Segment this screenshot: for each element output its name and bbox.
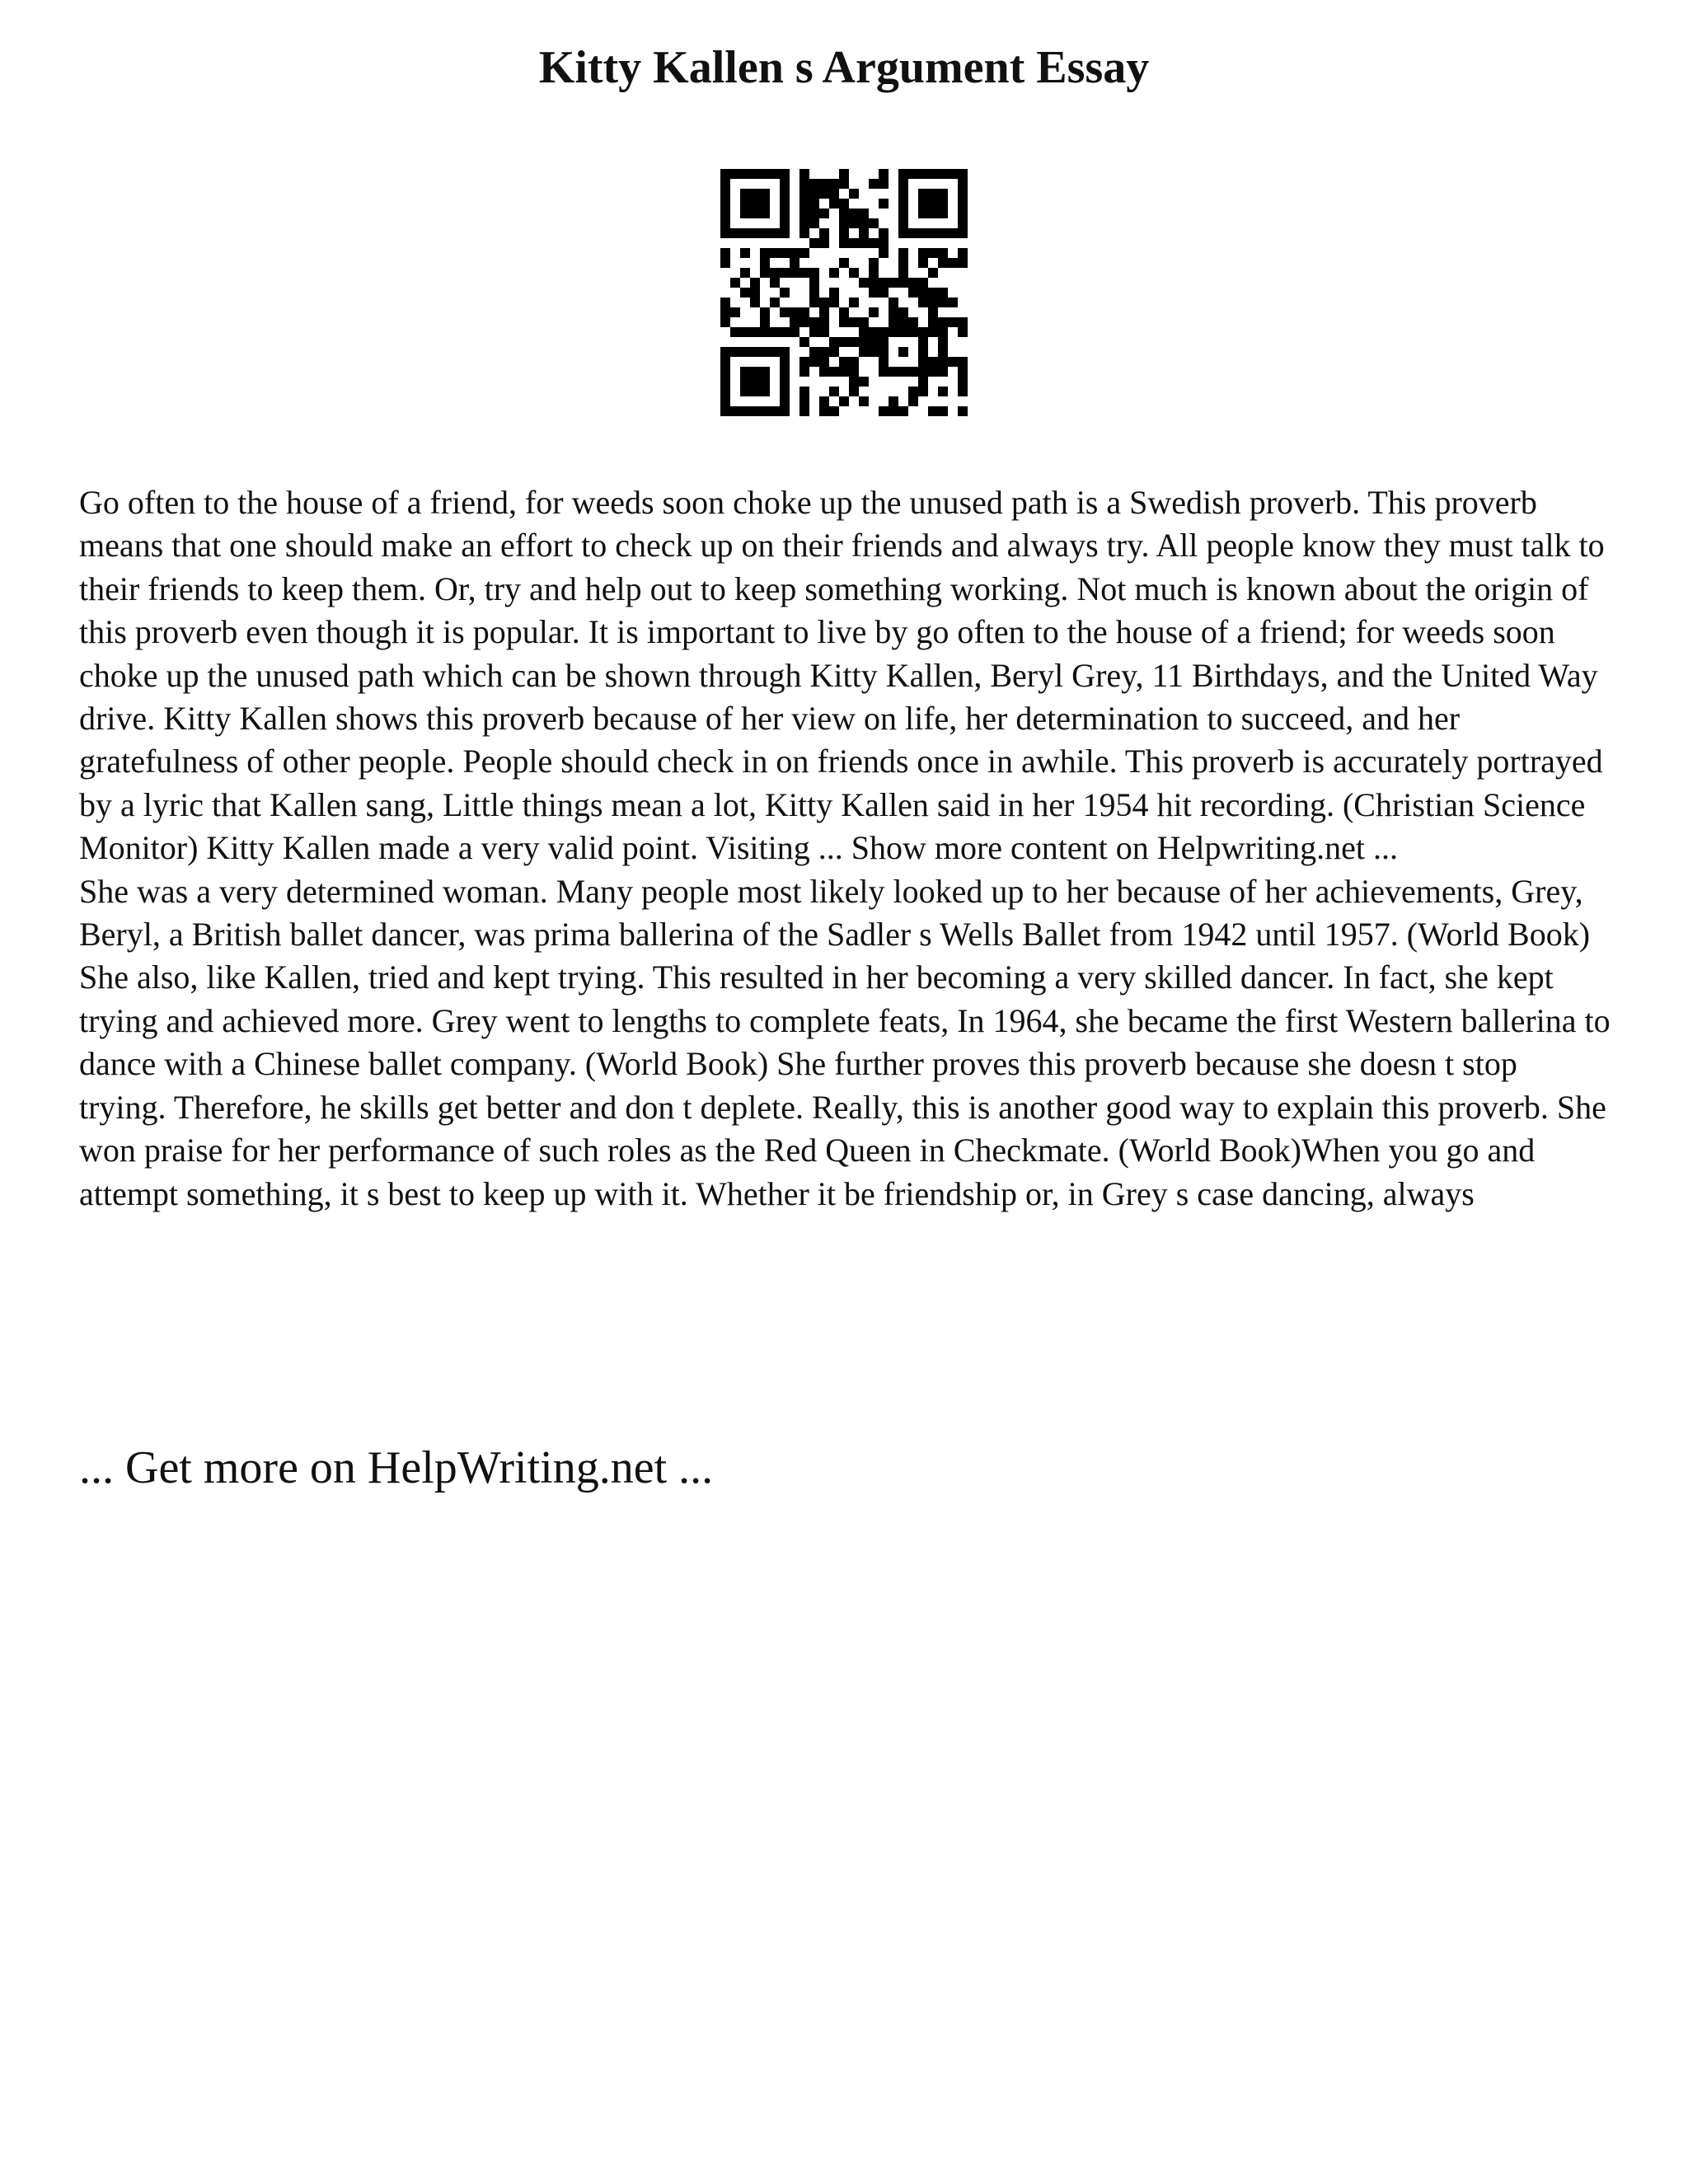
essay-paragraph-1: Go often to the house of a friend, for weeds soon choke up the unused path is a Swedish proverb. This proverb means that one should make an effort to check up on their friends and always try. All people know they must talk to their friends to keep them. Or, try and help out to keep something working. Not much is known about the origin of this proverb even though it is popular. It is important to live by go often to the house of a friend; for weeds soon choke up the unused path which can be shown through Kitty Kallen, Beryl Grey, 11 Birthdays, and the United Way drive. Kitty Kallen shows this proverb because of her view on life, her determination to succeed, and her gratefulness of other people. People should check in on friends once in awhile. This proverb is accurately portrayed by a lyric that Kallen sang, Little things mean a lot, Kitty Kallen said in her 1954 hit recording. (Christian Science Monitor) Kitty Kallen made a very valid point. Visiting ... Show more content on Helpwriting.net ... <box>79 484 1605 867</box>
get-more-link[interactable]: ... Get more on HelpWriting.net ... <box>79 1442 714 1493</box>
essay-paragraph-2: She was a very determined woman. Many people most likely looked up to her because of her achievements, Grey, Beryl, a British ballet dancer, was prima ballerina of the Sadler s Wells Ballet from 1942 until 1957. (World Book) She also, like Kallen, tried and kept trying. This resulted in her becoming a very skilled dancer. In fact, she kept trying and achieved more. Grey went to lengths to complete feats, In 1964, she became the first Western ballerina to dance with a Chinese ballet company. (World Book) She further proves this proverb because she doesn t stop trying. Therefore, he skills get better and don t deplete. Really, this is another good way to explain this proverb. She won praise for her performance of such roles as the Red Queen in Checkmate. (World Book)When you go and attempt something, it s best to keep up with it. Whether it be friendship or, in Grey s case dancing, always <box>79 872 1611 1212</box>
essay-body <box>79 481 1612 1216</box>
qr-code-icon <box>720 169 968 416</box>
page-title: Kitty Kallen s Argument Essay <box>538 42 1150 93</box>
